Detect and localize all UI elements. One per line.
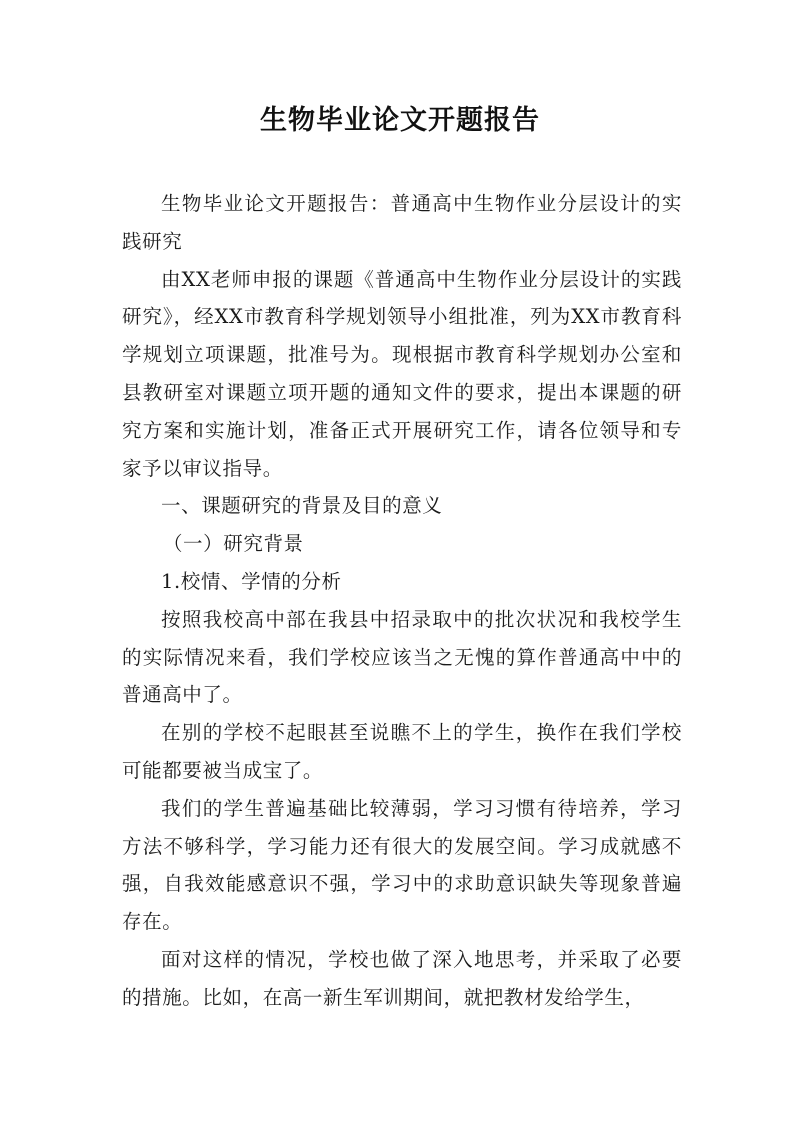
subsection-heading: （一）研究背景 xyxy=(162,532,304,556)
paragraph-body: 我们的学生普遍基础比较薄弱，学习习惯有待培养，学习方法不够科学，学习能力还有很大的发展空间。学习成就感不强，自我效能感意识不强，学习中的求助意识缺失等现象普遍存在。 xyxy=(122,796,682,934)
paragraph-subtitle: 生物毕业论文开题报告：普通高中生物作业分层设计的实践研究 xyxy=(122,192,682,253)
paragraph-body: 面对这样的情况，学校也做了深入地思考，并采取了必要的措施。比如，在高一新生军训期间，就把教材发给学生， xyxy=(122,947,682,1009)
document-title: 生物毕业论文开题报告 xyxy=(260,105,540,136)
section-heading: 一、课题研究的背景及目的意义 xyxy=(161,494,443,518)
paragraph-intro: 由XX老师申报的课题《普通高中生物作业分层设计的实践研究》，经XX市教育科学规划领导小组批准，列为XX市教育科学规划立项课题，批准号为。现根据市教育科学规划办公室和县教研室对课题立项开题的通知文件的要求，提出本课题的研究方案和实施计划，准备正式开展研究工作，请各位领导和专家予以审议指导。 xyxy=(122,267,682,480)
paragraph-body: 按照我校高中部在我县中招录取中的批次状况和我校学生的实际情况来看，我们学校应该当之无愧的算作普通高中中的普通高中了。 xyxy=(122,607,682,707)
document-body xyxy=(122,185,682,1017)
item-heading: 1.校情、学情的分析 xyxy=(161,569,342,593)
paragraph-body: 在别的学校不起眼甚至说瞧不上的学生，换作在我们学校可能都要被当成宝了。 xyxy=(122,721,682,782)
